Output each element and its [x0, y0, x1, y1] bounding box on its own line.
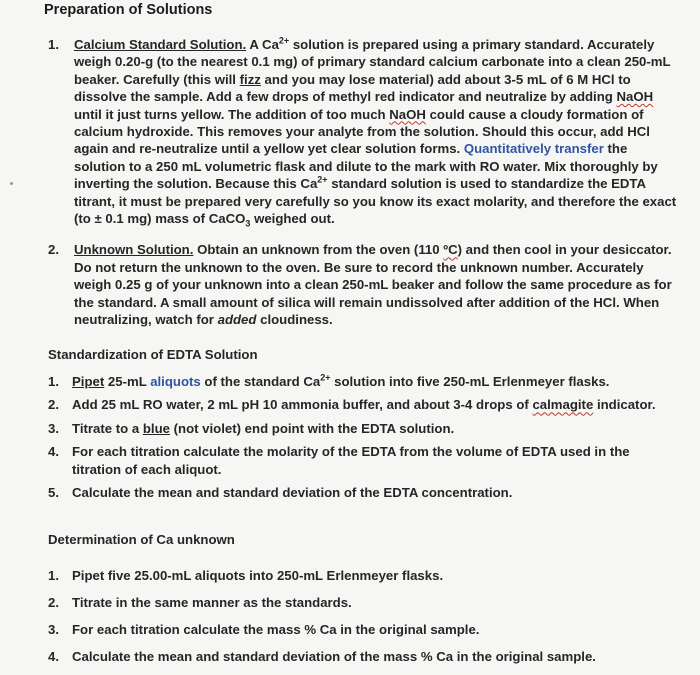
standardization-list — [48, 373, 678, 507]
list-item: 5. Calculate the mean and standard deviation of the EDTA concentration. — [48, 485, 513, 501]
list-item: 1. Pipet 25-mL aliquots of the standard $Ca^{2+}$ solution into five 250-mL Erlenmeyer flasks. — [48, 372, 610, 389]
list-number: 2. — [48, 242, 59, 258]
list-item: 4. For each titration calculate the molarity of the EDTA from the volume of EDTA used in the titration of each aliquot. — [48, 444, 630, 477]
list-item: 4. Calculate the mean and standard deviation of the mass % Ca in the original sample. — [48, 648, 596, 664]
prep-item-2-text: Unknown Solution. Obtain an unknown from the oven (110 ºC) and then cool in your desiccator. Do not return the unknown to the oven. Be sure to record the unknown number. Accurately weigh 0.25 g of your unknown into a clean 250-mL beaker and follow the same procedure as for the standard. A small amount of silica will remain undissolved after addition of the HCl. When neutralizing, watch for added cloudiness. — [74, 242, 672, 328]
term: Calcium Standard Solution. — [74, 37, 247, 52]
prep-item-2 — [44, 241, 680, 328]
section-heading-standardization: Standardization of EDTA Solution — [48, 347, 258, 362]
list-item: 3. Titrate to a blue (not violet) end point with the EDTA solution. — [48, 420, 455, 436]
preparation-list — [44, 36, 680, 329]
list-number: 1. — [48, 37, 59, 52]
list-item: 2. Add 25 mL RO water, 2 mL pH 10 ammonia buffer, and about 3-4 drops of calmagite indicator. — [48, 397, 656, 413]
list-item: 2. Titrate in the same manner as the standards. — [48, 594, 352, 610]
determination-list — [48, 567, 678, 675]
page-title: Preparation of Solutions — [44, 2, 213, 18]
prep-item-1-text: Calcium Standard Solution. A $Ca^{2+}$ solution is prepared using a primary standard. Accurately weigh 0.20-g (to the nearest 0.1 mg) of primary standard calcium carbonate into a clean 250-mL beaker. Carefully (this will fizz and you may lose material) add about 3-5 mL of 6 M HCl to dissolve the sample. Add a few drops of methyl red indicator and neutralize by adding NaOH until it just turns yellow. The addition of too much NaOH could cause a cloudy formation of calcium hydroxide. This removes your analyte from the solution. Should this occur, add HCl again and re-neutralize until a yellow yet clear solution forms. Quantitatively transfer the solution to a 250 mL volumetric flask and dilute to the mark with RO water. Mix thoroughly by inverting the solution. Because this $Ca^{2+}$ standard solution is used to standardize the EDTA titrant, it must be prepared very carefully so you know its exact molarity, and therefore the exact (to ± 0.1 mg) mass of CaCO$_3$ weighed out. — [74, 35, 677, 229]
section-heading-determination: Determination of Ca unknown — [48, 532, 235, 547]
list-item: 3. For each titration calculate the mass % Ca in the original sample. — [48, 621, 480, 637]
prep-item-1 — [44, 36, 680, 227]
emphasis: Quantitatively transfer — [463, 141, 604, 157]
stray-dot — [10, 182, 13, 185]
term: Unknown Solution. — [74, 242, 194, 258]
list-item: 1. Pipet five 25.00-mL aliquots into 250-mL Erlenmeyer flasks. — [48, 568, 444, 583]
